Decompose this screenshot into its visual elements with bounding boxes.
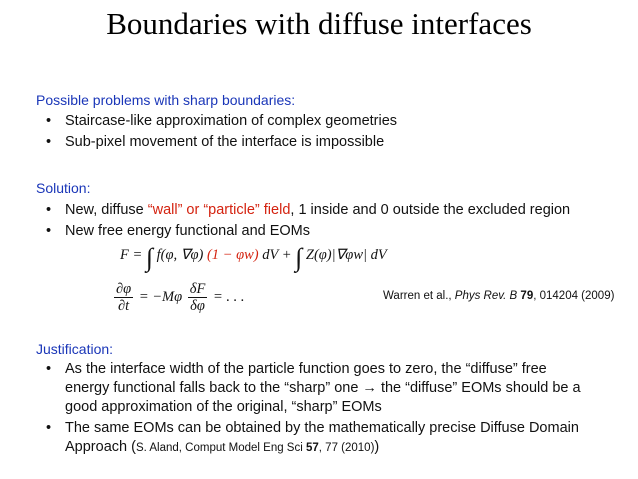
fraction-dphi-dt: $\frac{\partial\varphi}{\partial t}$ — [116, 281, 132, 314]
wall-factor: (1 − φw) — [206, 247, 259, 263]
bullet-text: Staircase-like approximation of complex geometries — [65, 113, 398, 129]
highlight-field-text: “wall” or “particle” field — [147, 202, 291, 218]
bullet-dot: • — [46, 420, 52, 436]
bullet-text: As the interface width of the particle function goes to zero, the “diffuse” free energy functional falls back to the “sharp” one → the “diffuse” EOMs should be a good approximation of the original, “sharp” EOMs — [65, 361, 581, 415]
bullet-dot: • — [46, 134, 52, 150]
bullet-diffuse-field — [46, 201, 606, 220]
bullet-dot: • — [46, 202, 52, 218]
equation-eom: $\frac{\partial\varphi}{\partial t}$ = −Mφ $\frac{\delta F}{\delta\varphi}$ = . . . — [116, 281, 245, 314]
citation-warren: Warren et al., Phys Rev. B 79, 014204 (2009) — [383, 290, 615, 302]
bullet-dot: • — [46, 223, 52, 239]
bullet-free-energy — [46, 222, 606, 241]
slide-title: Boundaries with diffuse interfaces — [106, 6, 532, 41]
bullet-dot: • — [46, 113, 52, 129]
bullet-text: New, diffuse “wall” or “particle” field, 1 inside and 0 outside the excluded region — [65, 202, 571, 218]
section-heading-solution: Solution: — [36, 180, 91, 196]
bullet-text: New free energy functional and EOMs — [65, 223, 311, 239]
bullet-text: Sub-pixel movement of the interface is impossible — [65, 134, 385, 150]
citation-aland: S. Aland, Comput Model Eng Sci 57, 77 (2010) — [135, 442, 375, 454]
section-heading-problems: Possible problems with sharp boundaries: — [36, 92, 296, 108]
bullet-interface-width — [46, 360, 606, 417]
bullet-text: The same EOMs can be obtained by the mathematically precise Diffuse Domain Approach (S. Aland, Comput Model Eng Sci 57, 77 (2010)) — [65, 420, 579, 455]
integral-sign: ∫ — [145, 243, 154, 272]
bullet-staircase — [46, 112, 606, 131]
integral-sign: ∫ — [295, 243, 303, 272]
bullet-subpixel — [46, 133, 606, 152]
bullet-diffuse-domain — [46, 419, 606, 458]
equation-free-energy: F = ∫ f(φ, ∇φ) (1 − φw) dV + ∫ Z(φ)|∇φw| dV — [120, 243, 387, 272]
fraction-dF-dphi: $\frac{\delta F}{\delta\varphi}$ — [189, 281, 206, 314]
section-heading-justification: Justification: — [36, 341, 114, 357]
bullet-dot: • — [46, 361, 52, 377]
